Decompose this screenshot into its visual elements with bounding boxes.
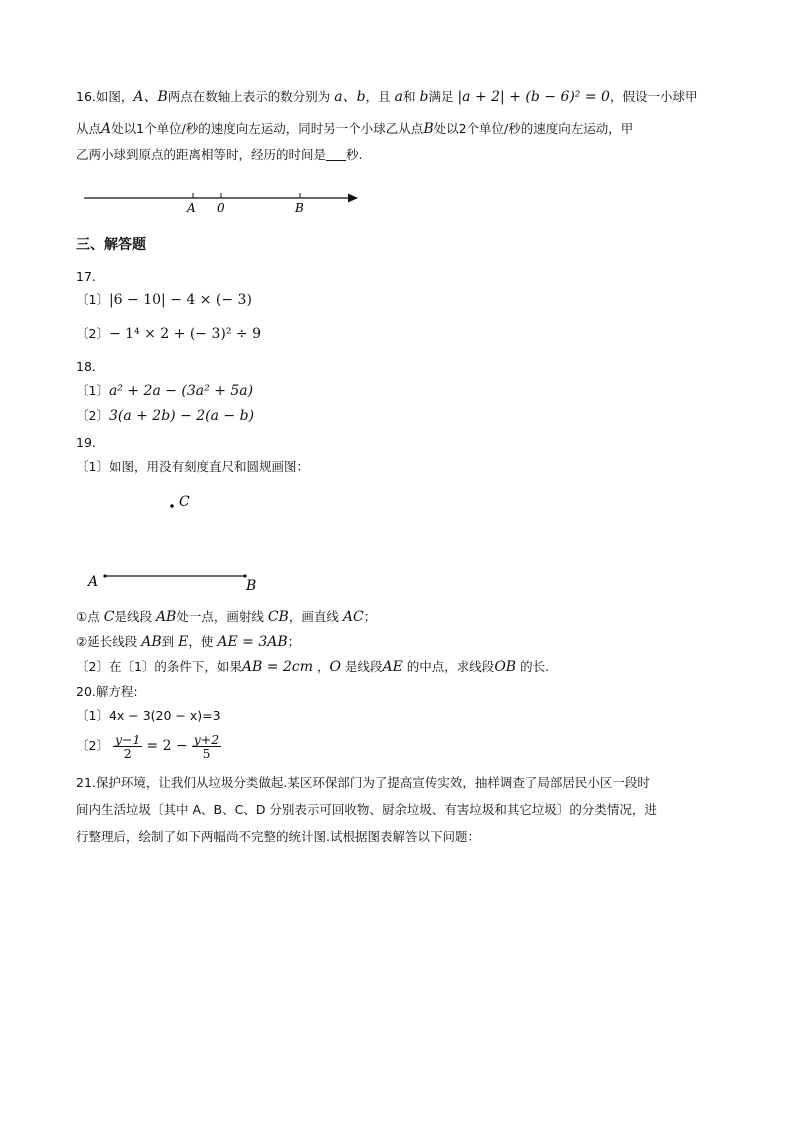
q17-number: 17.: [76, 269, 96, 284]
label-A: A: [88, 574, 99, 590]
q18-part-1: 〔1〕a² + 2a − (3a² + 5a): [76, 383, 254, 399]
fraction-1: $\frac{y-1}{2}$: [114, 732, 141, 761]
label-B: B: [246, 578, 257, 594]
fraction-2: $\frac{y+2}{5}$: [193, 732, 220, 761]
q21-line-1: 21.保护环境，让我们从垃圾分类做起.某区环保部门为了提高宣传实效，抽样调查了局部居民小区一段时: [76, 775, 650, 790]
q21-line-2: 间内生活垃圾〔其中 A、B、C、D 分别表示可回收物、厨余垃圾、有害垃圾和其它垃圾〕的分类情况，进: [76, 802, 657, 817]
q19-part-1-text: 〔1〕如图，用没有刻度直尺和圆规画图：: [76, 459, 309, 474]
number-line: [80, 186, 370, 216]
answer-blank: [326, 148, 346, 161]
axis-label-A: A: [187, 201, 196, 215]
q20-part-1: 〔1〕4x − 3(20 − x)=3: [76, 708, 221, 723]
q17-part-2: 〔2〕− 1⁴ × 2 + (− 3)² ÷ 9: [76, 326, 261, 342]
q19-figure: [80, 488, 280, 598]
q19-item-1: ①点 C是线段 AB处一点，画射线 CB，画直线 AC；: [76, 609, 377, 625]
q16-line-1: 16.如图，A、B两点在数轴上表示的数分别为 a、b，且 a和 b满足 |a + 2| + (b − 6)² = 0，假设一小球甲: [76, 89, 698, 105]
q21-line-3: 行整理后，绘制了如下两幅尚不完整的统计图.试根据图表解答以下问题：: [76, 829, 480, 844]
axis-label-B: B: [295, 201, 304, 215]
q16-line-3: 乙两小球到原点的距离相等时，经历的时间是 秒.: [76, 147, 363, 162]
q16-line-2: 从点A处以1个单位/秒的速度向左运动，同时另一个小球乙从点B处以2个单位/秒的速度向左运动，甲: [76, 121, 634, 137]
q19-number: 19.: [76, 435, 96, 450]
q16-equation: |a + 2| + (b − 6)² = 0: [457, 89, 610, 105]
point-C: [170, 504, 174, 508]
q18-part-2: 〔2〕3(a + 2b) − 2(a − b): [76, 408, 255, 424]
q19-part-2: 〔2〕在〔1〕的条件下，如果AB = 2cm ，O 是线段AE 的中点，求线段OB 的长.: [76, 659, 550, 675]
q18-number: 18.: [76, 359, 96, 374]
q17-part-1: 〔1〕|6 − 10| − 4 × (− 3): [76, 292, 252, 308]
section-heading: 三、解答题: [76, 237, 146, 253]
q20-title: 20.解方程:: [76, 684, 138, 699]
axis-label-0: 0: [217, 201, 225, 215]
label-C: C: [179, 494, 190, 510]
q20-part-2: 〔2〕 $\frac{y-1}{2}$ = 2 − $\frac{y+2}{5}$: [76, 732, 220, 761]
q19-item-2: ②延长线段 AB到 E，使 AE = 3AB；: [76, 634, 301, 650]
